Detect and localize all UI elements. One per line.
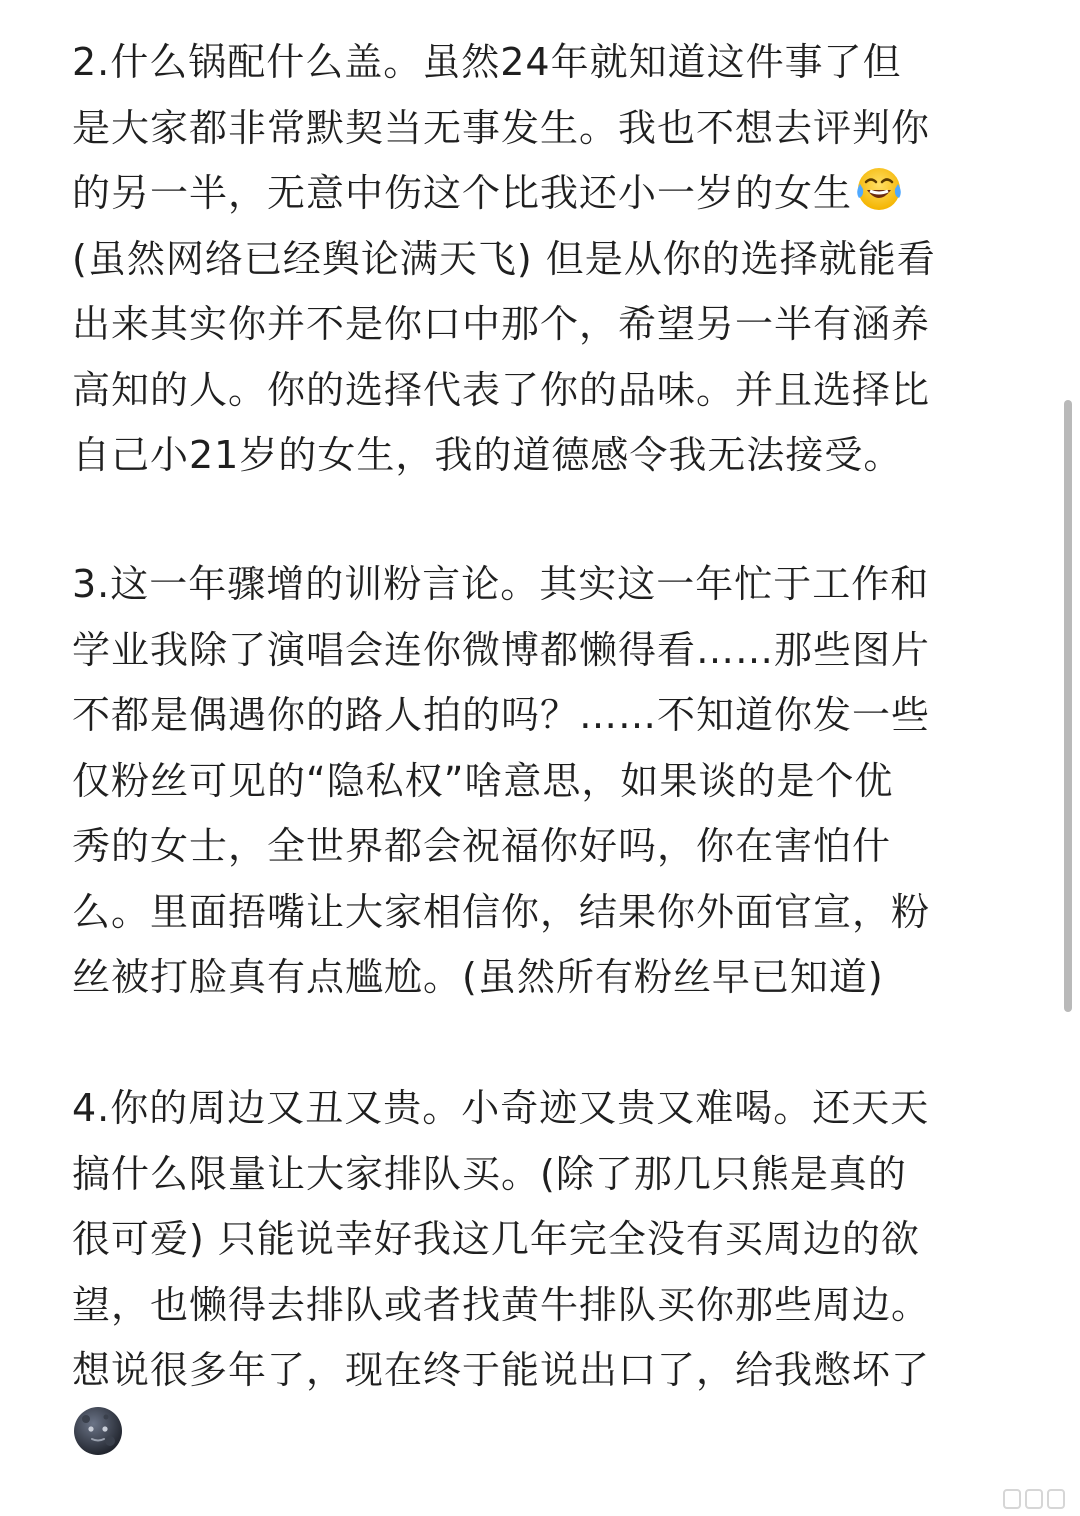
text-line: 2.什么锅配什么盖。虽然24年就知道这件事了但 [72,40,902,84]
text-line: 仅粉丝可见的“隐私权”啥意思，如果谈的是个优 [72,758,894,803]
text-line: (虽然网络已经舆论满天飞) 但是从你的选择就能看 [72,236,936,281]
new-moon-face-icon [72,1405,124,1457]
face-with-tears-of-joy-icon [854,164,904,214]
text-line: 秀的女士，全世界都会祝福你好吗，你在害怕什 [72,824,892,868]
watermark-icon [1002,1486,1066,1512]
text-line: 望，也懒得去排队或者找黄牛排队买你那些周边。 [72,1282,931,1327]
text-line: 很可爱) 只能说幸好我这几年完全没有买周边的欲 [72,1217,920,1261]
text-line: 4.你的周边又丑又贵。小奇迹又贵又难喝。还天天 [72,1086,930,1130]
text-line: 不都是偶遇你的路人拍的吗？……不知道你发一些 [72,693,931,737]
text-line: 自己小21岁的女生，我的道德感令我无法接受。 [72,433,903,477]
scrollbar-thumb[interactable] [1064,400,1072,1012]
text-line: 想说很多年了，现在终于能说出口了，给我憋坏了 [72,1348,931,1392]
text-line: 丝被打脸真有点尴尬。(虽然所有粉丝早已知道) [72,955,884,999]
text-segment: 的另一半，无意中伤这个比我还小一岁的女生 [72,171,853,215]
text-line: 搞什么限量让大家排队买。(除了那几只熊是真的 [72,1151,907,1196]
text-line-with-emoji [72,161,936,227]
paragraph-2 [72,30,936,489]
text-line: 出来其实你并不是你口中那个，希望另一半有涵养 [72,302,931,346]
text-line: 3.这一年骤增的训粉言论。其实这一年忙于工作和 [72,562,930,606]
text-line: 高知的人。你的选择代表了你的品味。并且选择比 [72,367,931,412]
paragraph-4 [72,1076,930,1404]
scrollbar[interactable] [1064,400,1074,1012]
text-line: 么。里面捂嘴让大家相信你，结果你外面官宣，粉 [72,889,931,934]
text-line: 学业我除了演唱会连你微博都懒得看……那些图片 [72,627,931,672]
paragraph-3 [72,552,930,1011]
text-line: 是大家都非常默契当无事发生。我也不想去评判你 [72,105,931,150]
